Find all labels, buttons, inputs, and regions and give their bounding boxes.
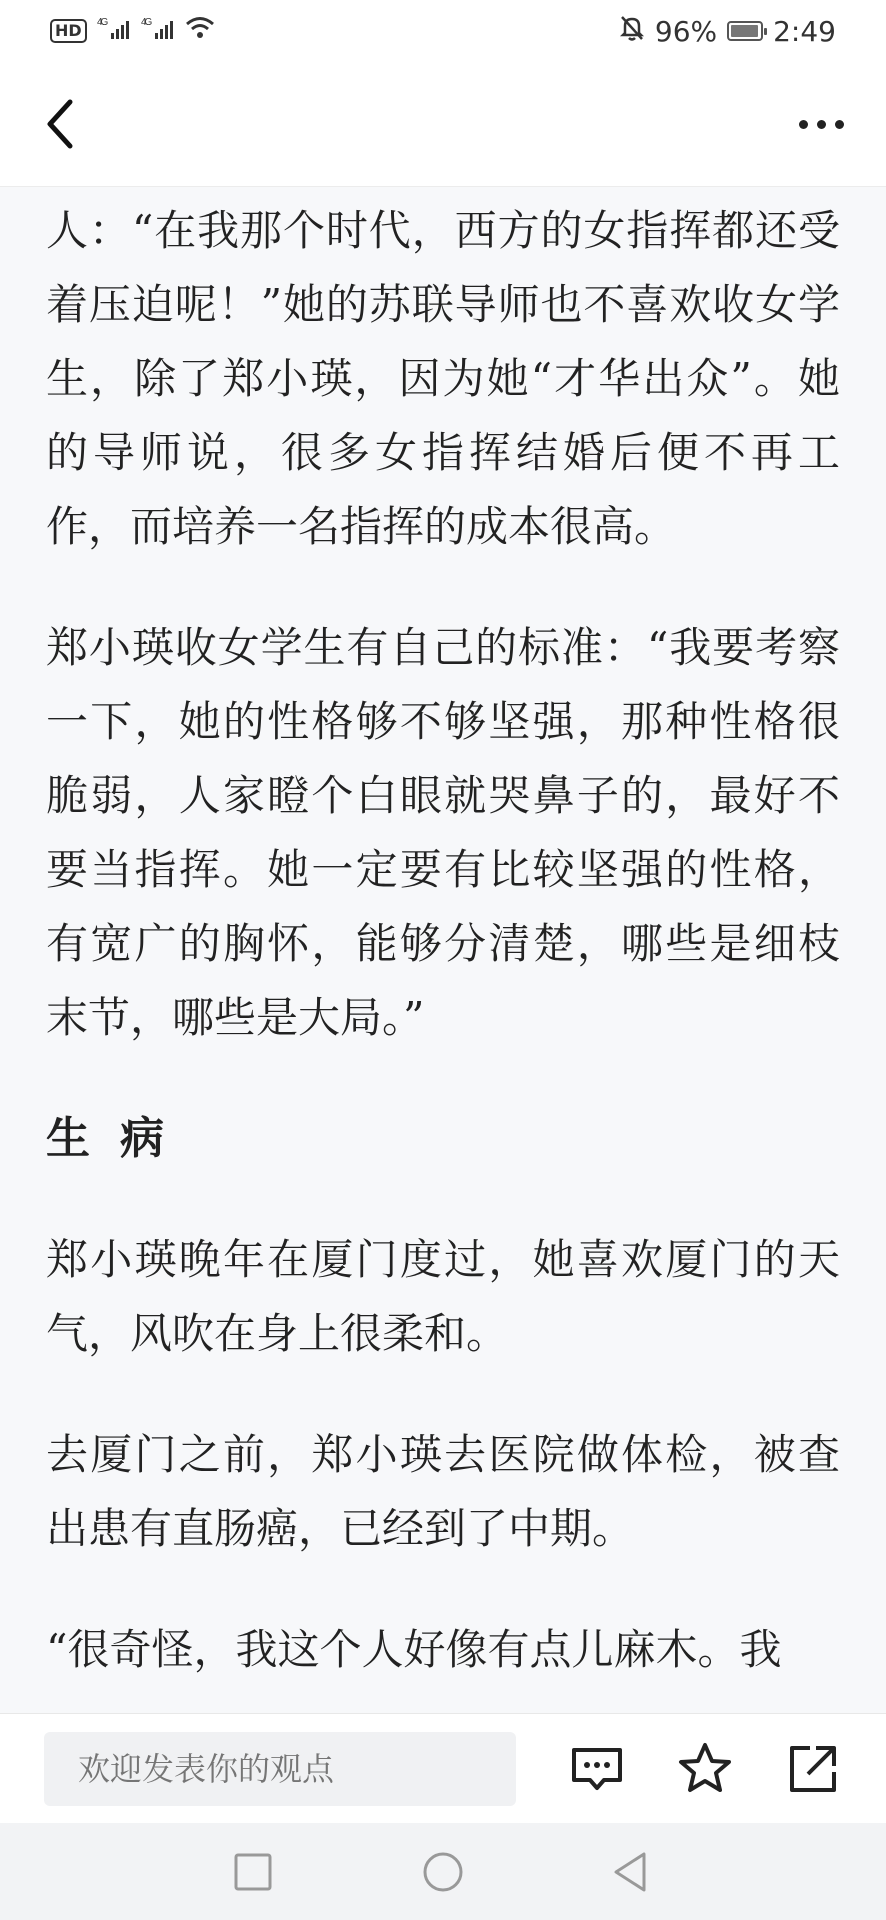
battery-percent: 96% [654,14,718,48]
favorite-button[interactable] [676,1740,734,1798]
battery-icon [727,21,763,41]
article-paragraph: 郑小瑛晚年在厦门度过，她喜欢厦门的天气，风吹在身上很柔和。 [46,1235,840,1358]
nav-bar [0,62,886,187]
article-paragraph: “很奇怪，我这个人好像有点儿麻木。我 [46,1625,782,1674]
recent-apps-button[interactable] [230,1849,276,1895]
chevron-left-icon [42,96,92,152]
mute-notification-icon [619,14,645,49]
comment-input[interactable] [44,1732,516,1806]
share-icon [784,1740,842,1798]
bottom-action-bar [0,1713,886,1823]
comment-button[interactable] [568,1740,626,1798]
signal-4g-icon-2 [141,15,175,47]
hd-badge: HD [50,19,87,43]
article-paragraph: 人：“在我那个时代，西方的女指挥都还受着压迫呢！”她的苏联导师也不喜欢收女学生，除了郑小瑛，因为她“才华出众”。她的导师说，很多女指挥结婚后便不再工作，而培养一名指挥的成本很高。 [46,206,840,551]
back-triangle-icon [608,1849,654,1895]
home-button[interactable] [420,1849,466,1895]
clock-time: 2:49 [773,14,836,48]
more-dot [835,120,844,129]
svg-text:4G: 4G [96,17,107,28]
more-dot [817,120,826,129]
status-left [50,15,215,48]
wifi-icon [185,15,215,48]
system-navigation-bar [0,1823,886,1920]
comment-icon [568,1740,626,1798]
status-bar [0,0,886,62]
svg-text:4G: 4G [140,17,151,28]
share-button[interactable] [784,1740,842,1798]
status-right [619,14,836,49]
article-paragraph: 去厦门之前，郑小瑛去医院做体检，被查出患有直肠癌，已经到了中期。 [46,1430,840,1553]
system-back-button[interactable] [608,1849,654,1895]
article-paragraph: 郑小瑛收女学生有自己的标准：“我要考察一下，她的性格够不够坚强，那种性格很脆弱，人家瞪个白眼就哭鼻子的，最好不要当指挥。她一定要有比较坚强的性格，有宽广的胸怀，能够分清楚，哪些是细枝末节，哪些是大局。” [46,623,840,1042]
back-button[interactable] [42,96,92,152]
more-horizontal-icon [799,120,808,129]
article-body[interactable] [0,186,886,1713]
section-heading: 生病 [46,1113,194,1164]
recent-apps-icon [230,1849,276,1895]
home-icon [420,1849,466,1895]
star-icon [676,1740,734,1798]
battery-fill [731,25,758,37]
signal-4g-icon [97,15,131,47]
more-options-button[interactable] [786,102,856,146]
